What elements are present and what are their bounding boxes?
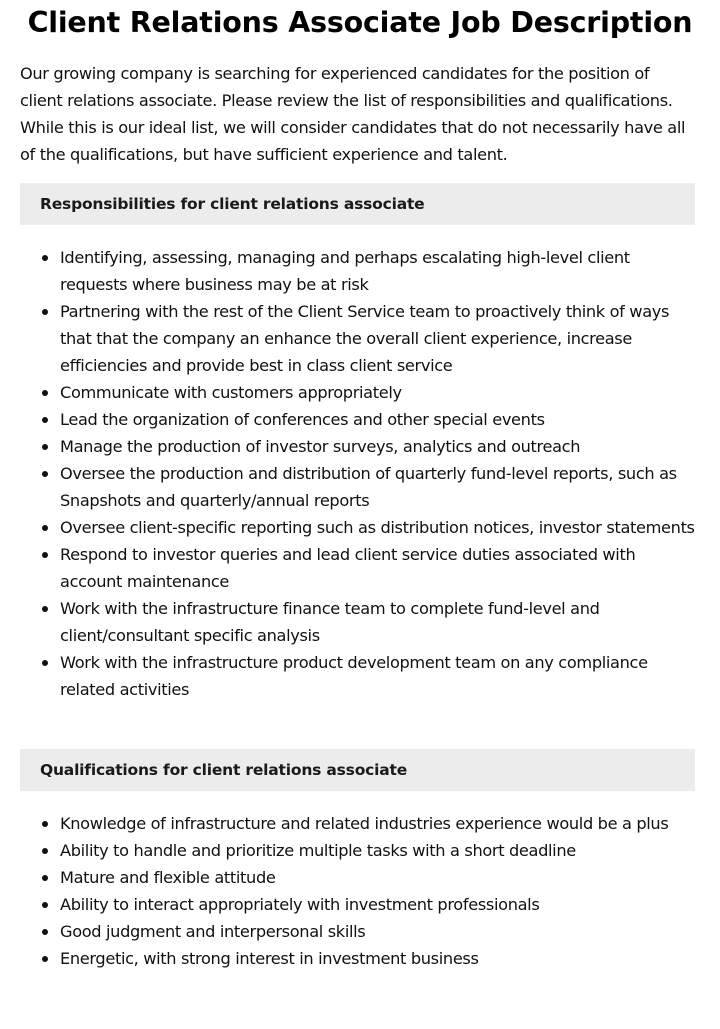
bullet-icon (42, 606, 48, 612)
responsibility-item (60, 244, 695, 298)
responsibility-item (60, 514, 695, 541)
responsibility-item (60, 541, 695, 595)
responsibility-text: Work with the infrastructure product development team on any compliance related activities (60, 653, 648, 699)
responsibility-item (60, 595, 695, 649)
qualifications-list (20, 810, 695, 972)
qualification-text: Energetic, with strong interest in investment business (60, 949, 479, 968)
qualification-item (60, 918, 695, 945)
bullet-icon (42, 309, 48, 315)
responsibility-item (60, 379, 695, 406)
bullet-icon (42, 929, 48, 935)
responsibility-text: Oversee client-specific reporting such as distribution notices, investor statements (60, 518, 695, 537)
responsibilities-list (20, 244, 695, 703)
bullet-icon (42, 552, 48, 558)
bullet-icon (42, 390, 48, 396)
qualification-item (60, 864, 695, 891)
bullet-icon (42, 848, 48, 854)
qualification-item (60, 810, 695, 837)
responsibility-item (60, 433, 695, 460)
responsibility-text: Partnering with the rest of the Client Service team to proactively think of ways that that the company an enhance the overall client experience, increase efficiencies and provide best in class client service (60, 302, 670, 375)
bullet-icon (42, 255, 48, 261)
qualification-text: Ability to handle and prioritize multiple tasks with a short deadline (60, 841, 576, 860)
responsibility-text: Communicate with customers appropriately (60, 383, 402, 402)
bullet-icon (42, 525, 48, 531)
qualification-item (60, 945, 695, 972)
intro-paragraph: Our growing company is searching for experienced candidates for the position of client relations associate. Please review the list of responsibilities and qualifications. While this is our ideal list, we will consider candidates that do not necessarily have all of the qualifications, but have sufficient experience and talent. (20, 64, 686, 164)
qualification-text: Knowledge of infrastructure and related industries experience would be a plus (60, 814, 669, 833)
bullet-icon (42, 660, 48, 666)
bullet-icon (42, 875, 48, 881)
responsibility-item (60, 406, 695, 433)
qualification-text: Ability to interact appropriately with investment professionals (60, 895, 540, 914)
qualifications-heading: Qualifications for client relations associate (20, 749, 695, 791)
bullet-icon (42, 956, 48, 962)
responsibility-text: Identifying, assessing, managing and perhaps escalating high-level client requests where business may be at risk (60, 248, 630, 294)
responsibility-text: Manage the production of investor surveys, analytics and outreach (60, 437, 581, 456)
responsibility-item (60, 460, 695, 514)
responsibility-text: Lead the organization of conferences and other special events (60, 410, 545, 429)
qualification-text: Mature and flexible attitude (60, 868, 276, 887)
bullet-icon (42, 444, 48, 450)
qualification-text: Good judgment and interpersonal skills (60, 922, 366, 941)
qualification-item (60, 891, 695, 918)
responsibility-text: Oversee the production and distribution of quarterly fund-level reports, such as Snapshots and quarterly/annual reports (60, 464, 677, 510)
responsibility-text: Respond to investor queries and lead client service duties associated with account maintenance (60, 545, 636, 591)
bullet-icon (42, 821, 48, 827)
bullet-icon (42, 902, 48, 908)
responsibility-item (60, 298, 695, 379)
responsibilities-heading: Responsibilities for client relations associate (20, 183, 695, 225)
bullet-icon (42, 417, 48, 423)
responsibility-item (60, 649, 695, 703)
responsibility-text: Work with the infrastructure finance team to complete fund-level and client/consultant specific analysis (60, 599, 600, 645)
page-title: Client Relations Associate Job Description (27, 6, 693, 39)
bullet-icon (42, 471, 48, 477)
qualification-item (60, 837, 695, 864)
